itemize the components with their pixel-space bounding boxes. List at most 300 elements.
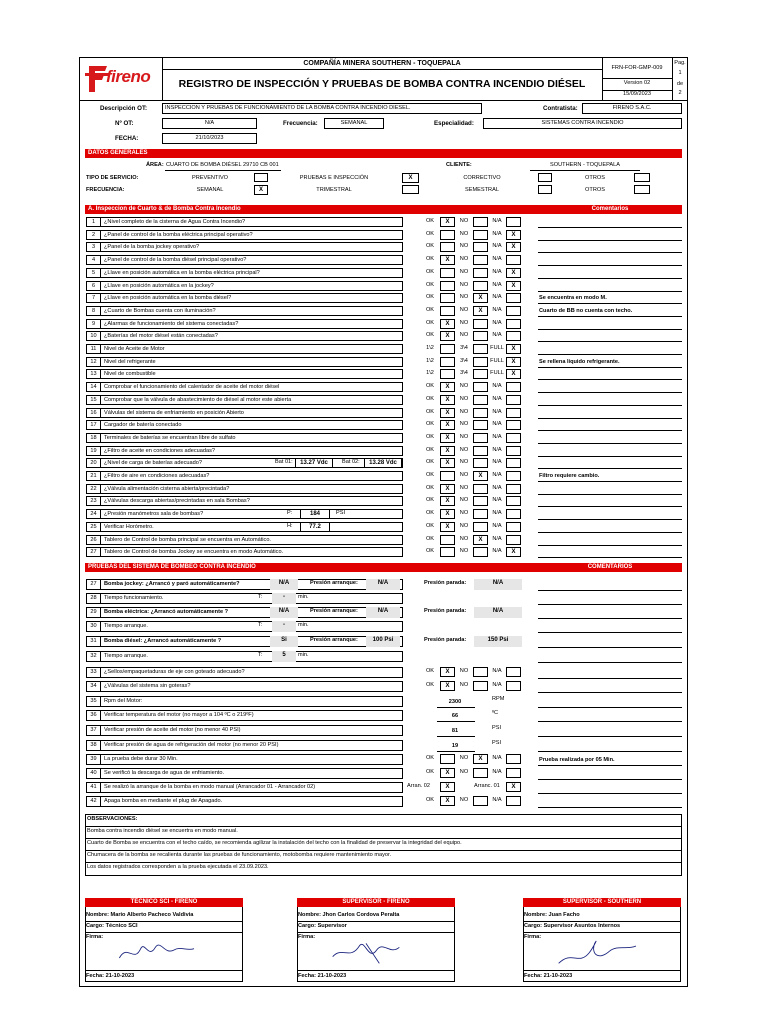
question-number: 19 bbox=[87, 447, 101, 455]
question-text: Tablero de Control de bomba principal se encuentra en Automático. bbox=[104, 537, 271, 543]
bat1-label: Bat 01: bbox=[275, 459, 293, 465]
question-row bbox=[86, 522, 403, 532]
option-a-box[interactable]: X bbox=[440, 496, 455, 506]
option-b-box[interactable] bbox=[473, 667, 488, 677]
question-row bbox=[86, 242, 403, 252]
option-c-box[interactable] bbox=[506, 768, 521, 778]
sig-divider bbox=[523, 970, 681, 971]
option-a-box[interactable]: X bbox=[440, 331, 455, 341]
option-a-box[interactable]: X bbox=[440, 408, 455, 418]
question-text: Válvulas del sistema de enfriamiento en posición Abierto bbox=[104, 410, 244, 416]
option-a-label: OK bbox=[425, 797, 435, 803]
comment-line bbox=[538, 736, 682, 737]
question-number: 15 bbox=[87, 396, 101, 404]
option-c-box[interactable] bbox=[506, 667, 521, 677]
test-text: La prueba debe durar 30 Min. bbox=[104, 756, 178, 762]
comment-line bbox=[538, 604, 682, 605]
option-b-label: NO bbox=[459, 256, 469, 262]
question-number: 9 bbox=[87, 320, 101, 328]
fecha-value bbox=[162, 133, 257, 144]
area-value: CUARTO DE BOMBA DIÉSEL 29710 CB 001 bbox=[166, 162, 279, 168]
option-a-box[interactable] bbox=[440, 547, 455, 557]
option-b-box[interactable] bbox=[473, 357, 488, 367]
option-c-box[interactable]: X bbox=[506, 369, 521, 379]
correctivo-checkbox[interactable] bbox=[538, 173, 552, 182]
otros-servicio-label: OTROS bbox=[585, 175, 605, 181]
option-b-label: NO bbox=[459, 320, 469, 326]
option-b-box[interactable] bbox=[473, 281, 488, 291]
option-c-box[interactable] bbox=[506, 306, 521, 316]
option-a-box[interactable]: X bbox=[440, 796, 455, 806]
option-b-box[interactable] bbox=[473, 255, 488, 265]
option-a-label: OK bbox=[425, 472, 435, 478]
comment-line bbox=[538, 506, 682, 507]
question-number: 16 bbox=[87, 409, 101, 417]
question-row bbox=[86, 331, 403, 341]
option-b-label: NO bbox=[459, 307, 469, 313]
option-b-box[interactable] bbox=[473, 433, 488, 443]
page-number: 1 bbox=[678, 70, 682, 76]
option-c-box[interactable] bbox=[506, 458, 521, 468]
question-row bbox=[86, 446, 403, 456]
option-c-box[interactable]: X bbox=[506, 268, 521, 278]
question-text: ¿Nivel de carga de baterías adecuado? bbox=[104, 460, 202, 466]
measure-value: 19 bbox=[451, 743, 459, 749]
option-b-box[interactable] bbox=[473, 369, 488, 379]
comment-line bbox=[538, 367, 682, 368]
arrancador-01-box[interactable]: X bbox=[506, 782, 521, 792]
question-number: 11 bbox=[87, 345, 101, 353]
question-text: Verificar Horómetro. bbox=[104, 524, 154, 530]
question-text: ¿Nivel completo de la cisterna de Agua Contra Incendio? bbox=[104, 219, 246, 225]
question-number: 24 bbox=[87, 510, 101, 518]
pressure-unit: PSI bbox=[336, 510, 346, 516]
option-b-label: NO bbox=[459, 485, 469, 491]
signature-nombre: Nombre: Jhon Carlos Cordova Peralta bbox=[298, 912, 400, 918]
arrancador-02-label: Arran. 02 bbox=[407, 783, 431, 789]
option-c-box[interactable] bbox=[506, 319, 521, 329]
option-b-label: NO bbox=[459, 472, 469, 478]
option-c-box[interactable]: X bbox=[506, 230, 521, 240]
comment-line bbox=[538, 707, 682, 708]
stop-pressure-label: Presión parada: bbox=[424, 608, 467, 614]
trimestral-checkbox[interactable] bbox=[402, 185, 419, 194]
option-c-label: N/A bbox=[492, 294, 502, 300]
option-b-box[interactable]: X bbox=[473, 471, 488, 481]
stop-pressure-value: 150 Psi bbox=[474, 636, 522, 647]
semanal-checkbox[interactable]: X bbox=[254, 185, 268, 195]
question-number: 14 bbox=[87, 383, 101, 391]
option-a-box[interactable]: X bbox=[440, 681, 455, 691]
comment-line bbox=[538, 678, 682, 679]
option-b-box[interactable]: X bbox=[473, 293, 488, 303]
no-ot-value bbox=[162, 118, 257, 129]
option-b-box[interactable] bbox=[473, 768, 488, 778]
option-b-box[interactable]: X bbox=[473, 754, 488, 764]
option-b-box[interactable] bbox=[473, 509, 488, 519]
test-row bbox=[86, 681, 403, 692]
test-row bbox=[86, 768, 403, 779]
option-c-box[interactable] bbox=[506, 535, 521, 545]
option-b-box[interactable] bbox=[473, 230, 488, 240]
pressure-label: P: bbox=[287, 510, 293, 516]
option-a-label: OK bbox=[425, 769, 435, 775]
option-b-box[interactable] bbox=[473, 395, 488, 405]
page-of: de bbox=[676, 81, 684, 87]
option-c-label: N/A bbox=[492, 231, 502, 237]
question-text: ¿Panel de la bomba jockey operativo? bbox=[104, 244, 200, 250]
option-a-box[interactable] bbox=[440, 369, 455, 379]
desc-ot-label: Descripción OT: bbox=[100, 105, 148, 112]
option-a-label: OK bbox=[425, 755, 435, 761]
option-c-label: N/A bbox=[492, 396, 502, 402]
obs-line-4: Los datos registrados corresponden a la prueba ejecutada el 23.09.2023. bbox=[87, 864, 269, 870]
comment-line bbox=[538, 647, 682, 648]
option-b-box[interactable] bbox=[473, 796, 488, 806]
option-c-label: N/A bbox=[492, 383, 502, 389]
option-a-label: OK bbox=[425, 447, 435, 453]
page-label: Pag. bbox=[674, 60, 686, 66]
test-number: 30 bbox=[87, 622, 101, 631]
option-b-label: NO bbox=[459, 769, 469, 775]
option-a-box[interactable] bbox=[440, 357, 455, 367]
option-b-label: NO bbox=[459, 497, 469, 503]
test-text: ¿Válvulas del sistema sin goteras? bbox=[104, 683, 191, 689]
option-c-label: N/A bbox=[492, 256, 502, 262]
section-a-comments-bar: Comentarios bbox=[538, 205, 682, 214]
obs-line-1: Bomba contra incendio diésel se encuertra en modo manual. bbox=[87, 828, 238, 834]
option-b-box[interactable] bbox=[473, 522, 488, 532]
test-row bbox=[86, 754, 403, 765]
especialidad-value bbox=[483, 118, 682, 129]
option-b-box[interactable] bbox=[473, 268, 488, 278]
option-a-box[interactable] bbox=[440, 471, 455, 481]
option-a-box[interactable] bbox=[440, 754, 455, 764]
option-c-box[interactable] bbox=[506, 681, 521, 691]
option-c-label: N/A bbox=[492, 548, 502, 554]
question-text: ¿Llave en posición automática en la bomba eléctrica principal? bbox=[104, 270, 260, 276]
preventivo-checkbox[interactable] bbox=[254, 173, 268, 182]
option-a-box[interactable]: X bbox=[440, 768, 455, 778]
signature-cargo: Cargo: Técnico SCI bbox=[86, 923, 138, 929]
option-c-box[interactable]: X bbox=[506, 242, 521, 252]
option-b-box[interactable]: X bbox=[473, 535, 488, 545]
semestral-checkbox[interactable] bbox=[538, 185, 552, 194]
handwritten-signature bbox=[89, 930, 239, 970]
option-b-box[interactable] bbox=[473, 547, 488, 557]
option-a-box[interactable]: X bbox=[440, 484, 455, 494]
test-row bbox=[86, 696, 403, 707]
option-b-label: NO bbox=[459, 755, 469, 761]
option-b-label: NO bbox=[459, 668, 469, 674]
option-a-box[interactable]: X bbox=[440, 420, 455, 430]
question-text: ¿Cuarto de Bombas cuenta con iluminación? bbox=[104, 308, 216, 314]
option-c-box[interactable] bbox=[506, 446, 521, 456]
option-a-label: OK bbox=[425, 459, 435, 465]
comment-line bbox=[538, 227, 682, 228]
question-number: 27 bbox=[87, 548, 101, 556]
option-c-box[interactable] bbox=[506, 255, 521, 265]
section-a-bar: A. Inspeccion de Cuarto & de Bomba Contra Incendio bbox=[85, 205, 538, 214]
option-c-label: N/A bbox=[492, 269, 502, 275]
otros-servicio-checkbox[interactable] bbox=[634, 173, 650, 182]
option-c-box[interactable] bbox=[506, 331, 521, 341]
option-b-label: NO bbox=[459, 294, 469, 300]
option-a-box[interactable]: X bbox=[440, 319, 455, 329]
observaciones-title: OBSERVACIONES: bbox=[87, 816, 138, 822]
signature-title: SUPERVISOR - FIRENO bbox=[297, 898, 455, 907]
option-b-label: NO bbox=[459, 269, 469, 275]
test-number: 42 bbox=[87, 797, 101, 806]
question-text: Terminales de baterías se encuentran libre de sulfato bbox=[104, 435, 236, 441]
option-c-label: N/A bbox=[492, 282, 502, 288]
option-c-box[interactable] bbox=[506, 509, 521, 519]
question-number: 8 bbox=[87, 307, 101, 315]
question-row bbox=[86, 217, 403, 227]
comment-line bbox=[538, 779, 682, 780]
question-number: 5 bbox=[87, 269, 101, 277]
comment-line bbox=[538, 751, 682, 752]
measure-line bbox=[437, 736, 475, 737]
question-number: 26 bbox=[87, 536, 101, 544]
test-text: Se realizó la arranque de la bomba en modo manual (Arrancador 01 - Arrancador 02) bbox=[104, 784, 316, 790]
question-text: Cargador de batería conectado bbox=[104, 422, 182, 428]
question-text: Nivel del refrigerante bbox=[104, 359, 156, 365]
company-name: COMPAÑÍA MINERA SOUTHERN - TOQUEPALA bbox=[303, 60, 461, 67]
test-number: 32 bbox=[87, 652, 101, 661]
question-number: 12 bbox=[87, 358, 101, 366]
option-a-box[interactable]: X bbox=[440, 446, 455, 456]
signature-firma-label: Firma: bbox=[86, 934, 104, 940]
option-a-box[interactable] bbox=[440, 268, 455, 278]
option-b-label: 3\4 bbox=[460, 370, 468, 376]
signature-cargo: Cargo: Supervisor Asuntos Internos bbox=[524, 923, 621, 929]
comment-line bbox=[538, 379, 682, 380]
option-b-label: NO bbox=[459, 231, 469, 237]
question-number: 10 bbox=[87, 332, 101, 340]
option-c-box[interactable] bbox=[506, 420, 521, 430]
option-a-box[interactable]: X bbox=[440, 395, 455, 405]
option-b-label: NO bbox=[459, 797, 469, 803]
option-b-box[interactable] bbox=[473, 331, 488, 341]
option-b-box[interactable] bbox=[473, 458, 488, 468]
option-c-box[interactable] bbox=[506, 382, 521, 392]
option-c-box[interactable] bbox=[506, 293, 521, 303]
option-b-box[interactable] bbox=[473, 408, 488, 418]
measure-unit: PSI bbox=[492, 740, 502, 746]
test-text: Rpm del Motor: bbox=[104, 698, 143, 704]
test-number: 33 bbox=[87, 668, 101, 677]
option-b-label: NO bbox=[459, 434, 469, 440]
comment-line bbox=[538, 392, 682, 393]
test-number: 40 bbox=[87, 769, 101, 778]
measure-unit: PSI bbox=[492, 725, 502, 731]
option-c-box[interactable] bbox=[506, 433, 521, 443]
form-code: FRN-FOR-GMP-009 bbox=[611, 65, 663, 71]
option-b-box[interactable] bbox=[473, 319, 488, 329]
option-a-box[interactable]: X bbox=[440, 667, 455, 677]
contratista-text: FIRENO S.A.C. bbox=[612, 105, 652, 111]
option-b-label: NO bbox=[459, 218, 469, 224]
option-b-label: NO bbox=[459, 332, 469, 338]
comment-line bbox=[538, 807, 682, 808]
question-row bbox=[86, 281, 403, 291]
option-b-box[interactable] bbox=[473, 681, 488, 691]
test-number: 41 bbox=[87, 783, 101, 792]
option-a-box[interactable] bbox=[440, 242, 455, 252]
sig-divider bbox=[85, 921, 243, 922]
test-number: 37 bbox=[87, 726, 101, 735]
option-c-label: N/A bbox=[492, 307, 502, 313]
option-c-box[interactable]: X bbox=[506, 547, 521, 557]
option-a-label: 1\2 bbox=[426, 345, 434, 351]
option-a-box[interactable] bbox=[440, 535, 455, 545]
option-a-box[interactable] bbox=[440, 230, 455, 240]
option-c-label: N/A bbox=[492, 510, 502, 516]
test-result: N/A bbox=[270, 607, 298, 618]
option-b-label: NO bbox=[459, 510, 469, 516]
comment-line bbox=[538, 341, 682, 342]
option-c-box[interactable] bbox=[506, 395, 521, 405]
option-c-box[interactable] bbox=[506, 496, 521, 506]
no-ot-text: N/A bbox=[204, 120, 215, 126]
option-c-label: N/A bbox=[492, 755, 502, 761]
option-a-label: OK bbox=[425, 523, 435, 529]
obs-line-2: Cuarto de Bomba se encuentra con el techo caído, se recomienda agilizar la instalación del techo con la finalidad de preservar la integridad del equipo. bbox=[87, 840, 462, 846]
option-c-box[interactable]: X bbox=[506, 357, 521, 367]
option-a-box[interactable] bbox=[440, 293, 455, 303]
option-b-label: NO bbox=[459, 523, 469, 529]
question-number: 6 bbox=[87, 282, 101, 290]
option-b-box[interactable] bbox=[473, 496, 488, 506]
option-c-label: N/A bbox=[492, 218, 502, 224]
option-b-label: NO bbox=[459, 243, 469, 249]
option-c-label: N/A bbox=[492, 332, 502, 338]
row-comment: Filtro requiere cambio. bbox=[539, 473, 600, 479]
option-b-label: NO bbox=[459, 459, 469, 465]
option-b-box[interactable]: X bbox=[473, 306, 488, 316]
company-logo bbox=[85, 62, 157, 96]
comment-line bbox=[538, 291, 682, 292]
sig-divider bbox=[297, 921, 455, 922]
question-text: Nivel de combustible bbox=[104, 371, 156, 377]
option-b-label: NO bbox=[459, 409, 469, 415]
stop-pressure-label: Presión parada: bbox=[424, 580, 467, 586]
question-number: 7 bbox=[87, 294, 101, 302]
question-number: 21 bbox=[87, 472, 101, 480]
test-row bbox=[86, 725, 403, 736]
option-a-box[interactable]: X bbox=[440, 255, 455, 265]
option-c-box[interactable]: X bbox=[506, 344, 521, 354]
option-a-box[interactable]: X bbox=[440, 458, 455, 468]
option-a-box[interactable]: X bbox=[440, 509, 455, 519]
comment-line bbox=[538, 443, 682, 444]
test-text: Tiempo funcionamiento. bbox=[104, 595, 164, 601]
comment-line bbox=[538, 721, 682, 722]
comment-line bbox=[538, 405, 682, 406]
test-number: 34 bbox=[87, 682, 101, 691]
option-c-box[interactable]: X bbox=[506, 281, 521, 291]
option-a-box[interactable] bbox=[440, 306, 455, 316]
test-number: 38 bbox=[87, 741, 101, 750]
option-b-box[interactable] bbox=[473, 217, 488, 227]
test-row bbox=[86, 593, 403, 604]
option-c-box[interactable] bbox=[506, 754, 521, 764]
question-text: ¿Llave en posición automática en la bomba diésel? bbox=[104, 295, 232, 301]
arrancador-02-box[interactable]: X bbox=[440, 782, 455, 792]
test-number: 39 bbox=[87, 755, 101, 764]
option-a-box[interactable] bbox=[440, 281, 455, 291]
option-b-box[interactable] bbox=[473, 420, 488, 430]
otros-frecuencia-label: OTROS bbox=[585, 187, 605, 193]
comment-line bbox=[538, 557, 682, 558]
option-b-label: NO bbox=[459, 282, 469, 288]
option-b-label: NO bbox=[459, 383, 469, 389]
frecuencia-text: SEMANAL bbox=[340, 120, 368, 126]
option-c-box[interactable] bbox=[506, 471, 521, 481]
option-b-label: 3\4 bbox=[460, 345, 468, 351]
comment-line bbox=[538, 632, 682, 633]
option-b-box[interactable] bbox=[473, 382, 488, 392]
cliente-label: CLIENTE: bbox=[446, 162, 472, 168]
option-b-box[interactable] bbox=[473, 344, 488, 354]
area-label: ÁREA: bbox=[146, 162, 164, 168]
start-pressure-value: 100 Psi bbox=[366, 636, 400, 647]
question-row bbox=[86, 357, 403, 367]
question-row bbox=[86, 471, 403, 481]
pruebas-checkbox[interactable]: X bbox=[402, 173, 419, 183]
option-a-label: OK bbox=[425, 682, 435, 688]
test-number: 36 bbox=[87, 711, 101, 720]
comment-line bbox=[538, 590, 682, 591]
time-label: T: bbox=[258, 594, 263, 600]
option-c-box[interactable] bbox=[506, 408, 521, 418]
option-c-box[interactable] bbox=[506, 217, 521, 227]
option-c-box[interactable] bbox=[506, 484, 521, 494]
obs-line-3: Chumacera de la bomba se recalienta durante las pruebas de funcionamiento, motobomba requiere mantenimiento mayor. bbox=[87, 852, 392, 858]
option-a-label: OK bbox=[425, 383, 435, 389]
question-row bbox=[86, 547, 403, 557]
option-b-box[interactable] bbox=[473, 242, 488, 252]
option-b-box[interactable] bbox=[473, 446, 488, 456]
question-row bbox=[86, 420, 403, 430]
option-b-box[interactable] bbox=[473, 484, 488, 494]
otros-frecuencia-checkbox[interactable] bbox=[634, 185, 650, 194]
option-a-box[interactable]: X bbox=[440, 433, 455, 443]
option-a-label: 1\2 bbox=[426, 358, 434, 364]
start-pressure-value: N/A bbox=[366, 607, 400, 618]
option-c-label: N/A bbox=[492, 421, 502, 427]
row-comment: Prueba realizada por 05 Min. bbox=[539, 757, 615, 763]
option-a-box[interactable] bbox=[440, 344, 455, 354]
option-c-box[interactable] bbox=[506, 522, 521, 532]
frecuencia-general-label: FRECUENCIA: bbox=[86, 187, 125, 193]
comment-line bbox=[538, 618, 682, 619]
comment-line bbox=[538, 303, 682, 304]
comment-line bbox=[538, 329, 682, 330]
question-row bbox=[86, 306, 403, 316]
question-row bbox=[86, 344, 403, 354]
option-a-label: OK bbox=[425, 409, 435, 415]
option-a-box[interactable]: X bbox=[440, 522, 455, 532]
handwritten-signature bbox=[527, 930, 677, 970]
option-a-box[interactable]: X bbox=[440, 382, 455, 392]
option-c-box[interactable] bbox=[506, 796, 521, 806]
option-a-box[interactable]: X bbox=[440, 217, 455, 227]
question-text: ¿Alarmas de funcionamiento del sistema conectadas? bbox=[104, 321, 239, 327]
question-text: ¿Válvulas descarga abiertas/precintadas en sala Bombas? bbox=[104, 498, 250, 504]
option-c-label: N/A bbox=[492, 243, 502, 249]
